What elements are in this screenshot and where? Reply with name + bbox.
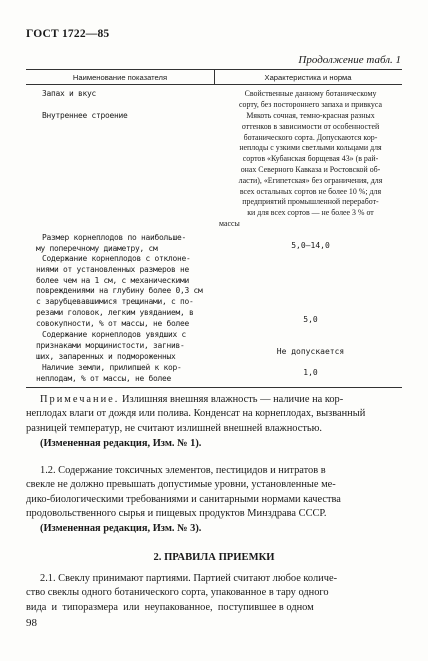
page-number: 98 (26, 617, 37, 629)
table-row-value: 5,0 (303, 315, 318, 324)
row-value-line: ки для всех сортов — не более 3 % от (247, 208, 374, 218)
paragraph-line: 2.1. Свеклу принимают партиями. Партией считают любое количе- (40, 573, 338, 584)
row-value-line: Свойственные данному ботаническому (244, 89, 377, 98)
paragraph-line: продовольственного сырья и пищевых продуктов Минздрава СССР. (26, 507, 327, 519)
note-first-line (26, 393, 402, 407)
table-header-rule (26, 84, 402, 85)
row-value-line: онах Северного Кавказа и Ростовской об- (240, 164, 381, 174)
note-label: Примечание. (40, 394, 120, 405)
row-name-line: ших, запаренных и подмороженных (36, 351, 176, 361)
table-row-name (36, 363, 211, 385)
row-name-line: признаками морщинистости, загнив- (36, 340, 185, 350)
row-name-line: совокупности, % от массы, не более (36, 318, 190, 328)
row-name-line: Наличие земли, прилипшей к кор- (42, 363, 182, 372)
row-name-line: му поперечному диаметру, см (36, 243, 158, 253)
paragraph-2-1 (26, 572, 402, 615)
row-name-line: ниями от установленных размеров не (36, 264, 190, 274)
row-value-line: массы (219, 218, 240, 228)
row-value-line: предприятий промышленной переработ- (242, 197, 379, 207)
row-name-line: Внутреннее строение (42, 111, 128, 120)
row-name-line: Запах и вкус (42, 89, 97, 98)
paragraph-line: дико-биологическими требованиями и санитарными нормами качества (26, 493, 341, 505)
row-name-line: резами головок, легким увяданием, в (36, 307, 194, 317)
row-name-line: более чем на 1 см, с механическими (36, 275, 190, 285)
section-title: 2. ПРАВИЛА ПРИЕМКИ (153, 552, 275, 563)
note-line: разницей температур, не считают излишней внешней влажностью. (26, 422, 322, 434)
revision-note-3: (Измененная редакция, Изм. № 3). (40, 523, 202, 534)
column-header-indicator: Наименование показателя (72, 73, 168, 82)
row-value-line: сортов «Кубанская борщевая 43» (в рай- (242, 154, 379, 164)
table-row-value: 5,0—14,0 (291, 241, 330, 250)
table-row-name (42, 89, 217, 100)
row-name-line: Размер корнеплодов по наибольше- (42, 233, 187, 242)
note-text: Излишняя внешняя влажность — наличие на кор- (119, 394, 344, 405)
table-note (26, 393, 402, 436)
paragraph-line: ство свеклы одного ботанического сорта, упакованное в тару одного (26, 587, 329, 599)
table-row-name (36, 330, 211, 362)
table-continuation-label: Продолжение табл. 1 (298, 54, 401, 66)
document-title: ГОСТ 1722—85 (26, 28, 110, 40)
row-value-line: оттенков в зависимости от особенностей (241, 121, 380, 131)
table-row-value: 1,0 (303, 368, 318, 377)
paragraph-line: 1.2. Содержание токсичных элементов, пестицидов и нитратов в (40, 465, 326, 476)
row-name-line: Содержание корнеплодов увядших с (42, 330, 187, 339)
row-name-line: повреждениями на глубину более 0,3 см (36, 286, 203, 296)
column-header-norm: Характеристика и норма (264, 73, 352, 82)
table-row-value (219, 89, 402, 111)
row-name-line: Содержание корнеплодов с отклоне- (42, 254, 191, 263)
table-row-value: Не допускается (276, 347, 345, 356)
table-bottom-rule (26, 387, 402, 388)
row-value-line: ласти), «Египетская» без ограничения, для (238, 175, 383, 185)
note-line: неплодах влаги от дождя или полива. Конденсат на корнеплодах, вызванный (26, 408, 366, 420)
paragraph-1-2 (26, 464, 402, 521)
revision-note-1: (Измененная редакция, Изм. № 1). (40, 438, 202, 449)
row-value-line: Мякоть сочная, темно-красная разных (246, 111, 375, 120)
row-value-line: всех остальных сортов не более 10 %; для (239, 186, 382, 196)
row-name-line: неплодам, % от массы, не более (36, 373, 172, 383)
paragraph-line: свекле не должно превышать допустимые уровни, установленные ме- (26, 479, 336, 491)
paragraph-line: вида и типоразмера или неупакованное, поступившее в одном (26, 601, 314, 613)
row-name-line: с зарубцевавшимися трещинами, с по- (36, 297, 194, 307)
table-row-name (42, 111, 217, 122)
row-value-line: сорту, без постороннего запаха и привкуса (239, 99, 382, 109)
row-value-line: неплоды с узкими светлыми кольцами для (239, 143, 382, 153)
table-row-value (219, 111, 402, 230)
table-row-name (36, 233, 217, 255)
table-row-name (36, 254, 211, 330)
row-value-line: ботанического сорта. Допускаются кор- (243, 132, 378, 142)
